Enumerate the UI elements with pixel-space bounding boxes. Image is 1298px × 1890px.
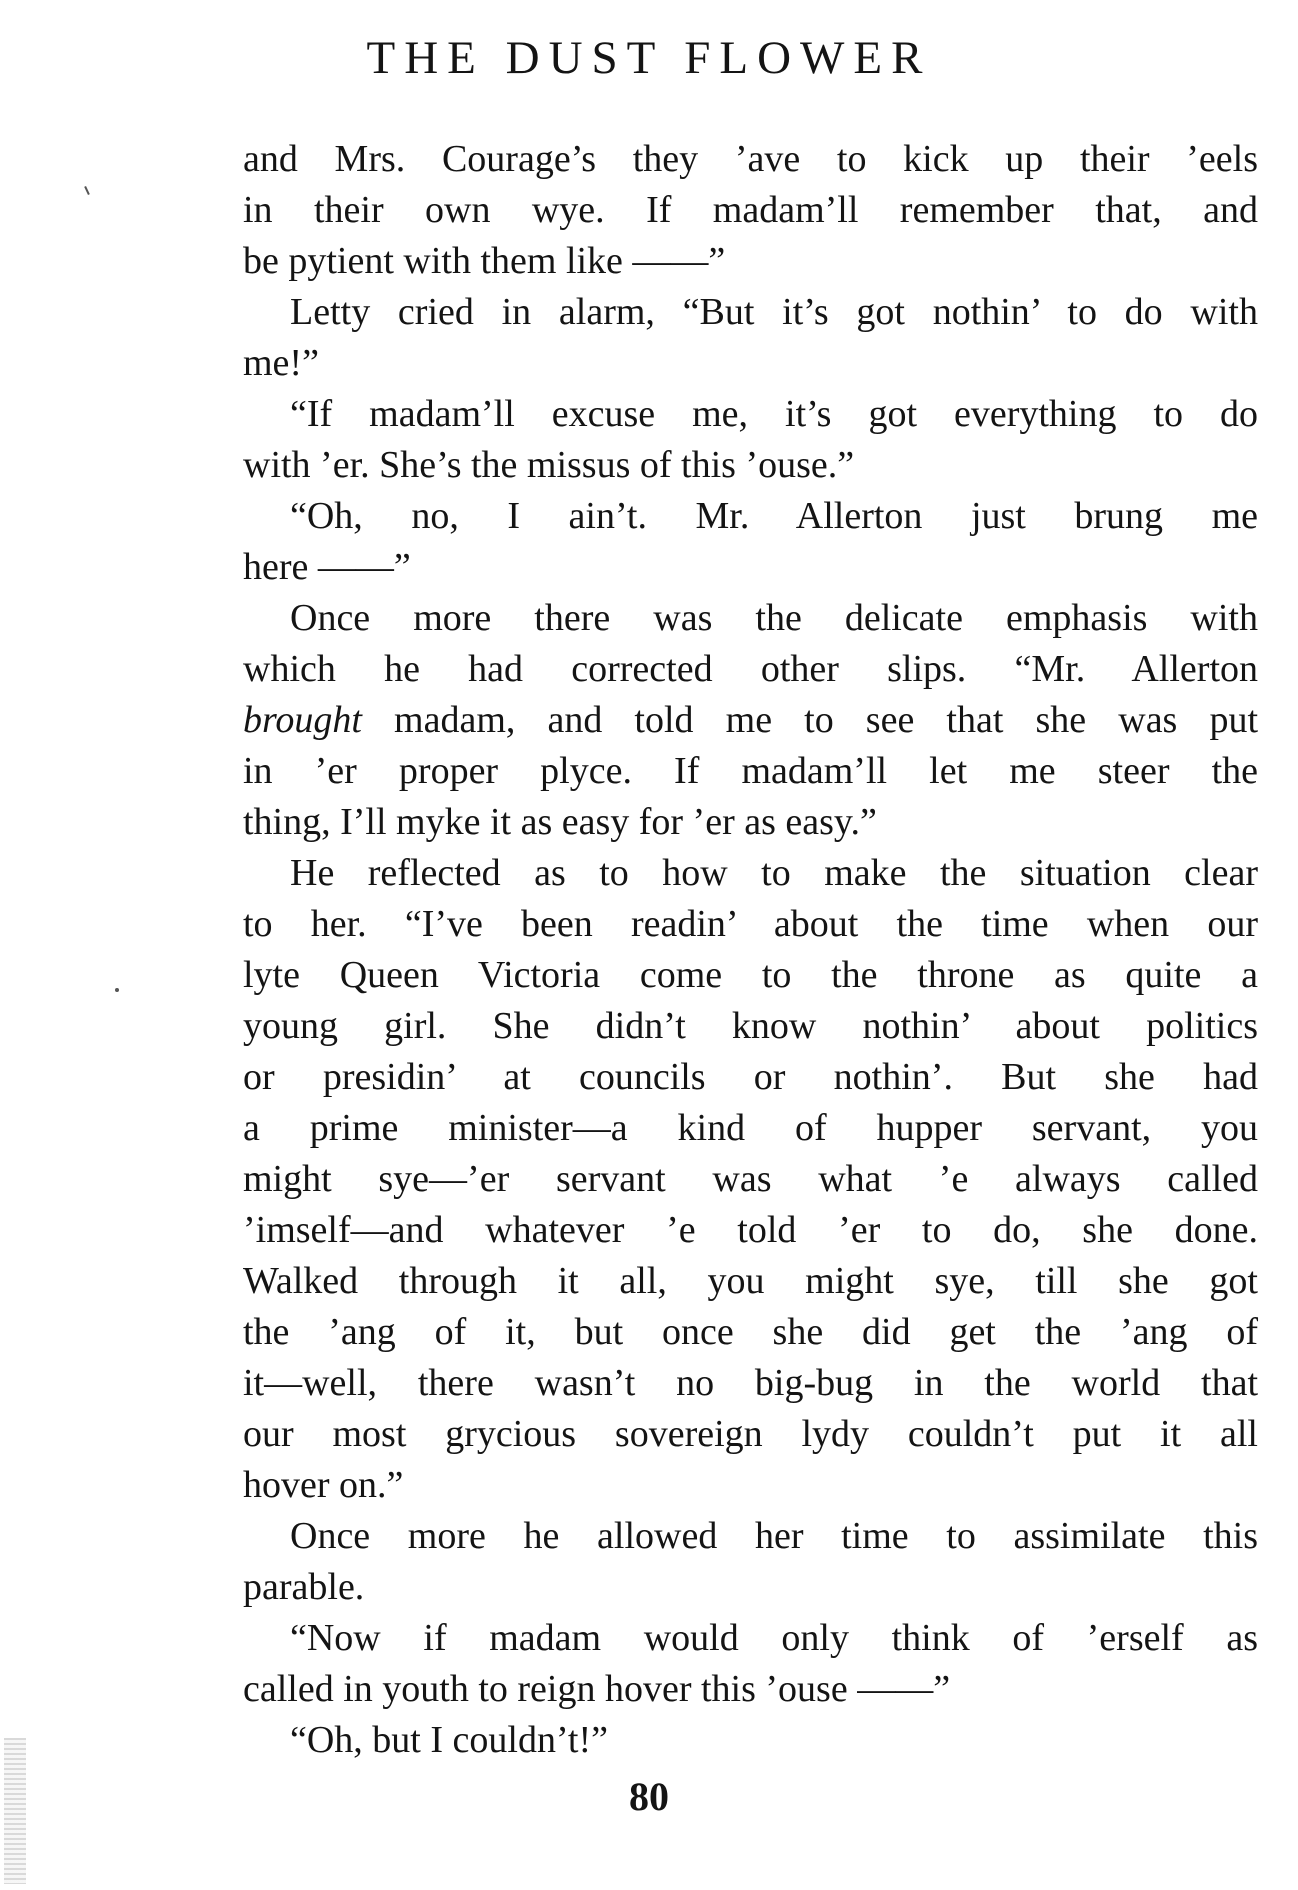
page-number: 80 (629, 1774, 669, 1819)
text-line: me!” (243, 342, 319, 384)
text-run: madam, and told me to see that she was put (361, 699, 1258, 741)
text-line: “If madam’ll excuse me, it’s got everything to do (290, 393, 1258, 435)
text-line: with ’er. She’s the missus of this ’ouse.” (243, 444, 855, 486)
italic-word: brought (243, 699, 362, 741)
text-line: might sye—’er servant was what ’e always called (243, 1158, 1258, 1200)
text-line: here ——” (243, 546, 411, 588)
text-line: and Mrs. Courage’s they ’ave to kick up their ’eels (243, 138, 1258, 180)
text-line: Once more he allowed her time to assimilate this (290, 1515, 1258, 1557)
text-line: lyte Queen Victoria come to the throne as quite a (243, 954, 1258, 996)
text-line: which he had corrected other slips. “Mr. Allerton (243, 648, 1258, 690)
text-line: be pytient with them like ——” (243, 240, 726, 282)
text-line: called in youth to reign hover this ’ouse ——” (243, 1668, 951, 1710)
text-line: young girl. She didn’t know nothin’ about politics (243, 1005, 1258, 1047)
body-text (243, 134, 1258, 1766)
text-line: He reflected as to how to make the situation clear (290, 852, 1258, 894)
text-line: in ’er proper plyce. If madam’ll let me steer the (243, 750, 1258, 792)
text-line: “Oh, but I couldn’t!” (290, 1719, 608, 1761)
running-head-title: THE DUST FLOWER (366, 32, 932, 84)
text-line: the ’ang of it, but once she did get the ’ang of (243, 1311, 1258, 1353)
text-line: hover on.” (243, 1464, 404, 1506)
text-line: to her. “I’ve been readin’ about the time when our (243, 903, 1258, 945)
text-line: Once more there was the delicate emphasis with (290, 597, 1258, 639)
text-line: parable. (243, 1566, 365, 1608)
text-line (243, 695, 1258, 746)
scan-edge-noise (4, 1738, 26, 1884)
text-line: it—well, there wasn’t no big-bug in the world that (243, 1362, 1258, 1404)
text-line: Letty cried in alarm, “But it’s got nothin’ to do with (290, 291, 1258, 333)
text-line: thing, I’ll myke it as easy for ’er as easy.” (243, 801, 877, 843)
scan-speck (115, 988, 119, 992)
text-line: or presidin’ at councils or nothin’. But she had (243, 1056, 1258, 1098)
text-line: “Now if madam would only think of ’erself as (290, 1617, 1258, 1659)
text-line: in their own wye. If madam’ll remember that, and (243, 189, 1258, 231)
text-line: “Oh, no, I ain’t. Mr. Allerton just brung me (290, 495, 1258, 537)
text-line: ’imself—and whatever ’e told ’er to do, she done. (243, 1209, 1258, 1251)
text-line: Walked through it all, you might sye, till she got (243, 1260, 1258, 1302)
scan-speck (84, 186, 90, 195)
text-line: our most grycious sovereign lydy couldn’t put it all (243, 1413, 1258, 1455)
text-line: a prime minister—a kind of hupper servant, you (243, 1107, 1258, 1149)
